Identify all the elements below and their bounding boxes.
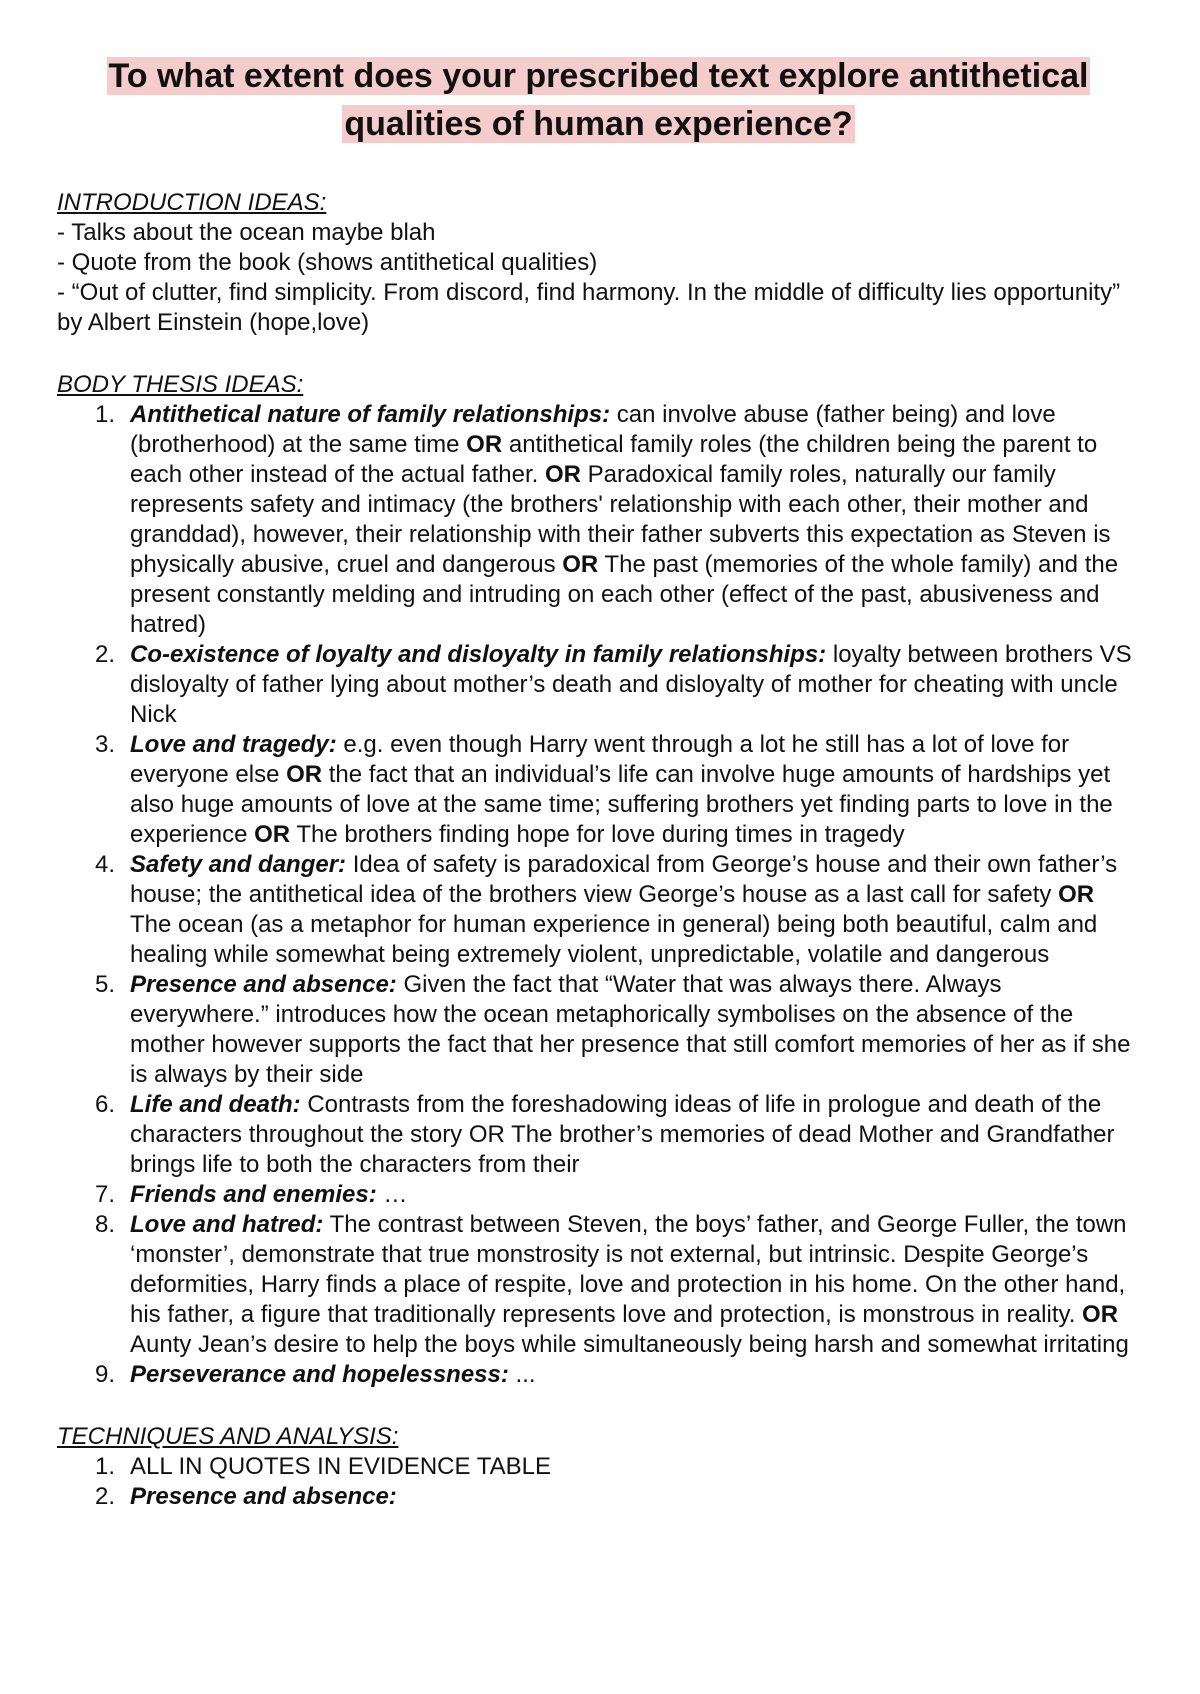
- or-keyword: OR: [1082, 1301, 1119, 1328]
- list-item-text: antithetical family roles (the children being the parent to each other instead of the actual father.: [130, 431, 1098, 488]
- list-item-text: Contrasts from the foreshadowing ideas of life in prologue and death of the characters throughout the story OR The brother’s memories of dead Mother and Grandfather brings life to both the characters from their: [130, 1091, 1115, 1178]
- list-item-text: The ocean (as a metaphor for human experience in general) being both beautiful, calm and healing while somewhat being extremely violent, unpredictable, volatile and dangerous: [130, 911, 1098, 968]
- list-item-lead: Presence and absence:: [130, 971, 397, 998]
- introduction-heading: INTRODUCTION IDEAS:: [57, 189, 327, 216]
- list-item-number: 4.: [95, 851, 116, 878]
- or-keyword: OR: [544, 461, 581, 488]
- page-title: [57, 52, 1140, 148]
- section-gap: [57, 338, 1140, 370]
- list-item-lead: Perseverance and hopelessness:: [130, 1361, 509, 1388]
- list-item: [57, 1482, 1140, 1512]
- list-item-lead: Antithetical nature of family relationships:: [130, 401, 611, 428]
- list-item-text: The brothers finding hope for love during times in tragedy: [290, 821, 905, 848]
- list-item-number: 1.: [95, 401, 116, 428]
- list-item-text: Aunty Jean’s desire to help the boys while simultaneously being harsh and somewhat irritating: [130, 1331, 1129, 1358]
- list-item-text: can involve abuse (father being) and love (brotherhood) at the same time: [130, 401, 1056, 458]
- list-item: [57, 730, 1140, 850]
- list-item-lead: Co-existence of loyalty and disloyalty in family relationships:: [130, 641, 827, 668]
- list-item-number: 7.: [95, 1181, 116, 1208]
- list-item-text: Given the fact that “Water that was always there. Always everywhere.” introduces how the ocean metaphorically symbolises on the absence of the mother however supports the fact that her presence that still comfort memories of her as if she is always by their side: [130, 971, 1131, 1088]
- or-keyword: OR: [466, 431, 503, 458]
- list-item-text: e.g. even though Harry went through a lot he still has a lot of love for everyone else: [130, 731, 1070, 788]
- list-item-number: 9.: [95, 1361, 116, 1388]
- techniques-section: [57, 1422, 1140, 1512]
- list-item: [57, 1210, 1140, 1360]
- list-item-lead: Presence and absence:: [130, 1483, 397, 1510]
- list-item: [57, 1180, 1140, 1210]
- section-gap: [57, 1390, 1140, 1422]
- list-item: [57, 1452, 1140, 1482]
- list-item-text: …: [376, 1181, 408, 1208]
- body-thesis-section: [57, 370, 1140, 1390]
- or-keyword: OR: [286, 761, 323, 788]
- title-line-2: qualities of human experience?: [344, 105, 853, 143]
- list-item-number: 8.: [95, 1211, 116, 1238]
- list-item-lead: Friends and enemies:: [130, 1181, 377, 1208]
- list-item-lead: Life and death:: [130, 1091, 301, 1118]
- techniques-heading: TECHNIQUES AND ANALYSIS:: [57, 1423, 399, 1450]
- list-item: [57, 640, 1140, 730]
- list-item: [57, 1090, 1140, 1180]
- list-item-lead: Love and hatred:: [130, 1211, 324, 1238]
- list-item-number: 6.: [95, 1091, 116, 1118]
- list-item-text: The contrast between Steven, the boys’ father, and George Fuller, the town ‘monster’, demonstrate that true monstrosity is not external, but intrinsic. Despite George’s deformities, Harry finds a place of respite, love and protection in his home. On the other hand, his father, a figure that traditionally represents love and protection, is monstrous in reality.: [130, 1211, 1127, 1328]
- introduction-section: [57, 188, 1140, 338]
- introduction-line: - Quote from the book (shows antithetical qualities): [57, 249, 598, 276]
- introduction-line: - Talks about the ocean maybe blah: [57, 219, 436, 246]
- or-keyword: OR: [562, 551, 599, 578]
- body-thesis-list: [57, 400, 1140, 1390]
- list-item-text: the fact that an individual’s life can involve huge amounts of hardships yet also huge amounts of love at the same time; suffering brothers yet finding parts to love in the experience: [130, 761, 1113, 848]
- introduction-line: - “Out of clutter, find simplicity. From discord, find harmony. In the middle of difficulty lies opportunity” by Albert Einstein (hope,love): [57, 279, 1121, 336]
- list-item-number: 5.: [95, 971, 116, 998]
- or-keyword: OR: [254, 821, 291, 848]
- list-item-text: Paradoxical family roles, naturally our family represents safety and intimacy (the brothers' relationship with each other, their mother and granddad), however, their relationship with their father subverts this expectation as Steven is physically abusive, cruel and dangerous: [130, 461, 1111, 578]
- list-item-text: The past (memories of the whole family) and the present constantly melding and intruding on each other (effect of the past, abusiveness and hatred): [130, 551, 1119, 638]
- list-item: [57, 970, 1140, 1090]
- title-line-1: To what extent does your prescribed text explore antithetical: [108, 57, 1089, 95]
- list-item-text: Idea of safety is paradoxical from George’s house and their own father’s house; the antithetical idea of the brothers view George’s house as a last call for safety: [130, 851, 1118, 908]
- list-item-number: 1.: [95, 1453, 116, 1480]
- or-keyword: OR: [1058, 881, 1095, 908]
- list-item-text: ALL IN QUOTES IN EVIDENCE TABLE: [130, 1453, 552, 1480]
- list-item-lead: Safety and danger:: [130, 851, 347, 878]
- list-item: [57, 1360, 1140, 1390]
- list-item-number: 3.: [95, 731, 116, 758]
- list-item-number: 2.: [95, 1483, 116, 1510]
- list-item-text: ...: [508, 1361, 536, 1388]
- list-item-number: 2.: [95, 641, 116, 668]
- list-item: [57, 400, 1140, 640]
- list-item: [57, 850, 1140, 970]
- techniques-list: [57, 1452, 1140, 1512]
- list-item-text: loyalty between brothers VS disloyalty of father lying about mother’s death and disloyalty of mother for cheating with uncle Nick: [130, 641, 1132, 728]
- list-item-lead: Love and tragedy:: [130, 731, 337, 758]
- body-thesis-heading: BODY THESIS IDEAS:: [57, 371, 304, 398]
